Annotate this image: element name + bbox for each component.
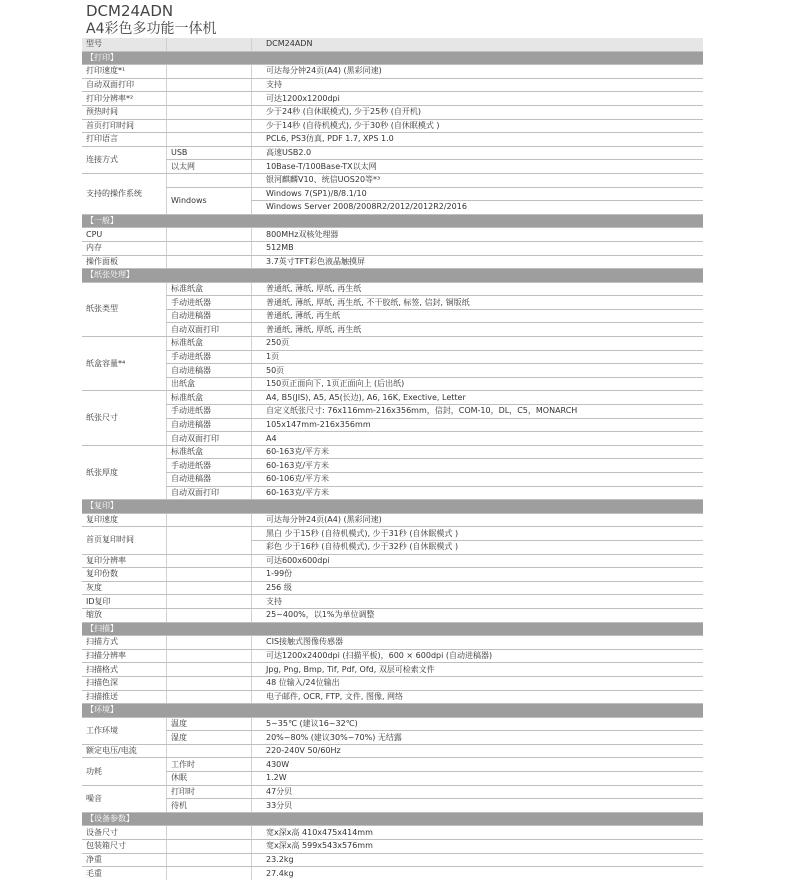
spec-row — [82, 608, 703, 622]
spec-row — [82, 105, 703, 119]
spec-sublabel: 温度 — [167, 717, 252, 731]
spec-row — [82, 744, 703, 758]
spec-row — [82, 364, 703, 378]
spec-row — [82, 391, 703, 405]
spec-row — [82, 282, 703, 296]
spec-sublabel — [167, 173, 252, 187]
spec-label: 纸张类型 — [82, 282, 167, 336]
spec-value: Jpg, Png, Bmp, Tif, Pdf, Ofd, 双层可检索文件 — [252, 663, 704, 677]
spec-value: 可达每分钟24页(A4) (黑彩同速) — [252, 513, 704, 527]
spec-value: 60-163克/平方米 — [252, 445, 704, 459]
spec-label: 扫描分辨率 — [82, 649, 167, 663]
spec-row — [82, 323, 703, 337]
spec-row — [82, 296, 703, 310]
spec-value: 33分贝 — [252, 799, 704, 813]
spec-row — [82, 690, 703, 704]
spec-label: 灰度 — [82, 581, 167, 595]
spec-value: 27.4kg — [252, 867, 704, 880]
spec-sublabel: 待机 — [167, 799, 252, 813]
spec-value: 可达1200x2400dpi (扫描平板)，600 × 600dpi (自动进稿器) — [252, 649, 704, 663]
spec-value: 60-106克/平方米 — [252, 473, 704, 487]
spec-sublabel: 自动双面打印 — [167, 486, 252, 500]
spec-value: 可达1200x1200dpi — [252, 92, 704, 106]
spec-label: 额定电压/电流 — [82, 744, 167, 758]
spec-row — [82, 228, 703, 242]
spec-label: CPU — [82, 228, 167, 242]
spec-value: 50页 — [252, 364, 704, 378]
spec-sublabel-empty — [167, 65, 252, 79]
spec-value: 3.7英寸TFT彩色液晶触摸屏 — [252, 255, 704, 269]
section-title: 【复印】 — [82, 500, 703, 514]
spec-value: 220-240V 50/60Hz — [252, 744, 704, 758]
spec-sublabel-empty — [167, 119, 252, 133]
spec-label: 毛重 — [86, 868, 102, 878]
spec-sublabel-empty — [167, 636, 252, 650]
section-header-row — [82, 500, 703, 514]
spec-value: 47分贝 — [252, 785, 704, 799]
spec-value: 自定义纸张尺寸: 76x116mm-216x356mm，信封，COM-10，DL，C5，MONARCH — [252, 405, 704, 419]
spec-row — [82, 826, 703, 840]
spec-sublabel: 工作时 — [167, 758, 252, 772]
spec-sublabel-empty — [167, 608, 252, 622]
spec-label: 扫描格式 — [82, 663, 167, 677]
spec-label: 包装箱尺寸 — [82, 840, 167, 854]
spec-row — [82, 187, 703, 201]
spec-sublabel: 自动进稿器 — [167, 473, 252, 487]
spec-row — [82, 663, 703, 677]
spec-label: 预热时间 — [82, 105, 167, 119]
spec-value: 普通纸, 薄纸, 厚纸, 再生纸, 不干胶纸, 标签, 信封, 铜版纸 — [252, 296, 704, 310]
spec-label: 净重 — [82, 853, 167, 867]
spec-sublabel-empty — [167, 853, 252, 867]
spec-row — [82, 445, 703, 459]
spec-label: 噪音 — [82, 785, 167, 812]
section-title: 【打印】 — [82, 51, 703, 65]
spec-row — [82, 65, 703, 79]
model-title: DCM24ADN — [86, 2, 174, 20]
spec-sublabel-empty — [167, 554, 252, 568]
spec-label: 设备尺寸 — [82, 826, 167, 840]
section-header-row — [82, 51, 703, 65]
spec-row — [82, 473, 703, 487]
spec-value: 普通纸, 薄纸, 再生纸 — [252, 309, 704, 323]
spec-row — [82, 676, 703, 690]
spec-sublabel: 标准纸盒 — [167, 282, 252, 296]
spec-sublabel: USB — [167, 146, 252, 160]
spec-sublabel: 自动进稿器 — [167, 309, 252, 323]
spec-sublabel: 打印时 — [167, 785, 252, 799]
spec-row — [82, 772, 703, 786]
spec-row — [82, 758, 703, 772]
spec-value: 高速USB2.0 — [252, 146, 704, 160]
spec-value: 1.2W — [252, 772, 704, 786]
spec-sublabel: 出纸盒 — [167, 377, 252, 391]
spec-row — [82, 38, 703, 51]
spec-row — [82, 241, 703, 255]
spec-row — [82, 255, 703, 269]
spec-row — [82, 78, 703, 92]
spec-sublabel-empty — [167, 826, 252, 840]
section-header-row — [82, 622, 703, 636]
spec-row — [82, 173, 703, 187]
spec-row — [82, 146, 703, 160]
spec-row — [82, 309, 703, 323]
spec-sublabel-empty — [167, 568, 252, 582]
spec-sublabel — [167, 527, 252, 554]
spec-label: 功耗 — [82, 758, 167, 785]
spec-row — [82, 853, 703, 867]
section-title: 【扫描】 — [82, 622, 703, 636]
spec-value: 彩色 少于16秒 (自待机模式), 少于32秒 (自休眠模式 ) — [252, 540, 704, 554]
spec-sublabel-empty — [167, 649, 252, 663]
spec-sublabel: 自动双面打印 — [167, 323, 252, 337]
spec-row — [82, 377, 703, 391]
spec-row — [82, 119, 703, 133]
spec-label: 首页打印时间 — [82, 119, 167, 133]
spec-sublabel: 标准纸盒 — [167, 445, 252, 459]
spec-value: 60-163克/平方米 — [252, 459, 704, 473]
spec-value: 48 位输入/24位输出 — [252, 676, 704, 690]
spec-value: 800MHz双核处理器 — [252, 228, 704, 242]
spec-row — [82, 731, 703, 745]
spec-label: 型号 — [82, 38, 167, 51]
spec-value: 25~400%，以1%为单位调整 — [252, 608, 704, 622]
spec-label: 扫描推送 — [82, 690, 167, 704]
spec-sublabel-empty — [167, 105, 252, 119]
product-subtitle: A4彩色多功能一体机 — [86, 21, 217, 37]
section-title: 【一般】 — [82, 214, 703, 228]
spec-value: 支持 — [252, 78, 704, 92]
spec-value: 电子邮件, OCR, FTP, 文件, 图像, 网络 — [252, 690, 704, 704]
spec-row — [82, 554, 703, 568]
spec-label: 连接方式 — [82, 146, 167, 173]
spec-value: Windows Server 2008/2008R2/2012/2012R2/2016 — [252, 201, 704, 215]
spec-sublabel: 标准纸盒 — [167, 391, 252, 405]
spec-value: 1页 — [252, 350, 704, 364]
spec-value: 宽x深x高 599x543x576mm — [252, 840, 704, 854]
spec-sublabel: 标准纸盒 — [167, 337, 252, 351]
spec-value: 普通纸, 薄纸, 厚纸, 再生纸 — [252, 282, 704, 296]
spec-row — [82, 527, 703, 541]
spec-sublabel: 手动进纸器 — [167, 350, 252, 364]
spec-sublabel: 以太网 — [167, 160, 252, 174]
spec-label: 纸张尺寸 — [82, 391, 167, 445]
spec-row — [82, 649, 703, 663]
spec-value: 支持 — [252, 595, 704, 609]
spec-value: 1-99份 — [252, 568, 704, 582]
spec-label: 打印分辨率*² — [82, 92, 167, 106]
spec-label: 缩放 — [82, 608, 167, 622]
spec-value: 少于24秒 (自休眠模式), 少于25秒 (自开机) — [252, 105, 704, 119]
spec-row — [82, 717, 703, 731]
section-header-row — [82, 214, 703, 228]
spec-sublabel-empty — [167, 255, 252, 269]
spec-row — [82, 459, 703, 473]
section-header-row — [82, 704, 703, 718]
spec-label: 自动双面打印 — [82, 78, 167, 92]
spec-row — [82, 581, 703, 595]
spec-value: 可达600x600dpi — [252, 554, 704, 568]
spec-value: 5~35℃ (建议16~32℃) — [252, 717, 704, 731]
spec-label: 复印速度 — [82, 513, 167, 527]
spec-sublabel-empty — [167, 38, 252, 51]
spec-sublabel: 自动进稿器 — [167, 364, 252, 378]
spec-row — [82, 350, 703, 364]
spec-label: 复印分辨率 — [82, 554, 167, 568]
spec-table — [82, 38, 703, 880]
spec-row — [82, 840, 703, 854]
spec-sublabel: 休眠 — [167, 772, 252, 786]
spec-value: 宽x深x高 410x475x414mm — [252, 826, 704, 840]
spec-sublabel: 手动进纸器 — [167, 296, 252, 310]
spec-row — [82, 799, 703, 813]
spec-value: 60-163克/平方米 — [252, 486, 704, 500]
spec-value: 少于14秒 (自待机模式), 少于30秒 (自休眠模式 ) — [252, 119, 704, 133]
spec-row — [82, 133, 703, 147]
spec-sublabel: 手动进纸器 — [167, 405, 252, 419]
spec-sublabel: Windows — [167, 187, 252, 214]
spec-sublabel: 自动双面打印 — [167, 432, 252, 446]
spec-sublabel-empty — [167, 228, 252, 242]
spec-value: 黑白 少于15秒 (自待机模式), 少于31秒 (自休眠模式 ) — [252, 527, 704, 541]
spec-sublabel-empty — [167, 241, 252, 255]
spec-sublabel-empty — [167, 676, 252, 690]
spec-value: 普通纸, 薄纸, 厚纸, 再生纸 — [252, 323, 704, 337]
spec-label: ID复印 — [82, 595, 167, 609]
spec-row — [82, 513, 703, 527]
spec-sublabel-empty — [167, 663, 252, 677]
spec-sublabel: 自动进稿器 — [167, 418, 252, 432]
spec-value: Windows 7(SP1)/8/8.1/10 — [252, 187, 704, 201]
spec-value: 105x147mm-216x356mm — [252, 418, 704, 432]
spec-value: 可达每分钟24页(A4) (黑彩同速) — [252, 65, 704, 79]
spec-sublabel-empty — [167, 581, 252, 595]
spec-label: 首页复印时间 — [82, 527, 167, 554]
spec-value: 250页 — [252, 337, 704, 351]
spec-label: 工作环境 — [82, 717, 167, 744]
spec-value: 20%~80% (建议30%~70%) 无结露 — [252, 731, 704, 745]
spec-sublabel: 手动进纸器 — [167, 459, 252, 473]
spec-row — [82, 785, 703, 799]
spec-row — [82, 486, 703, 500]
spec-label: 操作面板 — [82, 255, 167, 269]
spec-row — [82, 867, 703, 880]
spec-sublabel-empty — [167, 744, 252, 758]
spec-label: 打印速度*¹ — [82, 65, 167, 79]
spec-value: 512MB — [252, 241, 704, 255]
section-title: 【纸张处理】 — [82, 269, 703, 283]
spec-row — [82, 337, 703, 351]
spec-label: 内存 — [82, 241, 167, 255]
spec-label: 扫描色深 — [82, 676, 167, 690]
spec-sublabel-empty — [167, 92, 252, 106]
spec-row — [82, 568, 703, 582]
section-title: 【环境】 — [82, 704, 703, 718]
spec-label: 打印语言 — [82, 133, 167, 147]
spec-value: CIS接触式图像传感器 — [252, 636, 704, 650]
spec-value: 150页正面向下, 1页正面向上 (后出纸) — [252, 377, 704, 391]
section-header-row — [82, 812, 703, 826]
spec-sublabel-empty — [167, 133, 252, 147]
spec-value: A4, B5(JIS), A5, A5(长边), A6, 16K, Exective, Letter — [252, 391, 704, 405]
spec-sublabel-empty — [167, 513, 252, 527]
spec-row — [82, 405, 703, 419]
spec-label: 纸盒容量*⁴ — [82, 337, 167, 391]
spec-label: 支持的操作系统 — [82, 173, 167, 214]
section-header-row — [82, 269, 703, 283]
spec-label: 纸张厚度 — [82, 445, 167, 499]
spec-row — [82, 92, 703, 106]
spec-label: 复印份数 — [82, 568, 167, 582]
spec-value: 10Base-T/100Base-TX以太网 — [252, 160, 704, 174]
spec-value: 23.2kg — [252, 853, 704, 867]
spec-sublabel-empty — [167, 840, 252, 854]
spec-row — [82, 418, 703, 432]
spec-sublabel-empty — [167, 690, 252, 704]
document-header — [86, 3, 216, 37]
spec-row — [82, 160, 703, 174]
spec-sublabel-empty — [167, 867, 252, 880]
spec-value: A4 — [252, 432, 704, 446]
spec-sublabel: 湿度 — [167, 731, 252, 745]
spec-value: DCM24ADN — [252, 38, 704, 51]
spec-row — [82, 595, 703, 609]
spec-value: 256 级 — [252, 581, 704, 595]
section-title: 【设备参数】 — [82, 812, 703, 826]
spec-row — [82, 636, 703, 650]
spec-value: 430W — [252, 758, 704, 772]
spec-label: 扫描方式 — [82, 636, 167, 650]
spec-row — [82, 432, 703, 446]
spec-sublabel-empty — [167, 595, 252, 609]
spec-value: 银河麒麟V10、统信UOS20等*³ — [252, 173, 704, 187]
spec-value: PCL6, PS3仿真, PDF 1.7, XPS 1.0 — [252, 133, 704, 147]
spec-sublabel-empty — [167, 78, 252, 92]
